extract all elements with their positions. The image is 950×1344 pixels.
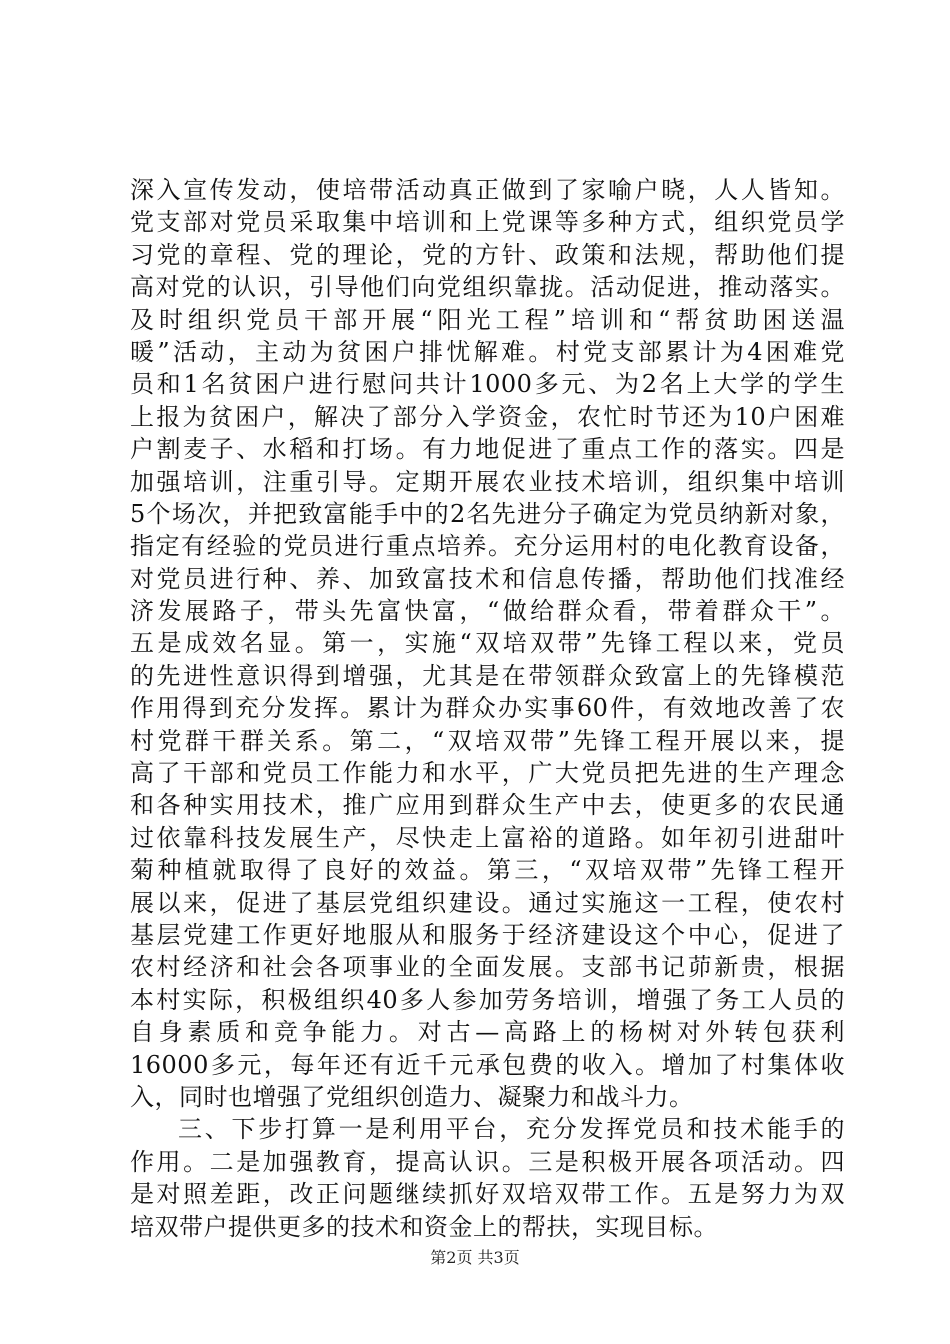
text-line: 16000多元，每年还有近千元承包费的收入。增加了村集体收 [130, 1050, 845, 1079]
text-line: 济发展路子，带头先富快富，“做给群众看，带着群众干”。 [130, 597, 845, 626]
text-line: 暖”活动，主动为贫困户排忧解难。村党支部累计为4困难党 [130, 337, 845, 366]
text-line: 党支部对党员采取集中培训和上党课等多种方式，组织党员学 [130, 208, 845, 237]
text-line: 本村实际，积极组织40多人参加劳务培训，增强了务工人员的 [130, 985, 845, 1014]
text-line: 基层党建工作更好地服从和服务于经济建设这个中心，促进了 [130, 920, 845, 949]
text-line: 自身素质和竞争能力。对古—高路上的杨树对外转包获利 [130, 1018, 845, 1047]
text-line: 三、下步打算一是利用平台，充分发挥党员和技术能手的 [178, 1115, 845, 1144]
text-line: 上报为贫困户，解决了部分入学资金，农忙时节还为10户困难 [130, 402, 845, 431]
text-line: 和各种实用技术，推广应用到群众生产中去，使更多的农民通 [130, 791, 845, 820]
text-line: 是对照差距，改正问题继续抓好双培双带工作。五是努力为双 [130, 1180, 845, 1209]
text-line: 对党员进行种、养、加致富技术和信息传播，帮助他们找准经 [130, 564, 845, 593]
text-line: 指定有经验的党员进行重点培养。充分运用村的电化教育设备， [130, 532, 845, 561]
text-line: 习党的章程、党的理论，党的方针、政策和法规，帮助他们提 [130, 240, 845, 269]
text-line: 村党群干群关系。第二，“双培双带”先锋工程开展以来，提 [130, 726, 845, 755]
text-line: 及时组织党员干部开展“阳光工程”培训和“帮贫助困送温 [130, 305, 845, 334]
text-line: 培双带户提供更多的技术和资金上的帮扶，实现目标。 [130, 1212, 718, 1241]
text-line: 展以来，促进了基层党组织建设。通过实施这一工程，使农村 [130, 888, 845, 917]
text-line: 加强培训，注重引导。定期开展农业技术培训，组织集中培训 [130, 467, 845, 496]
text-line: 菊种植就取得了良好的效益。第三，“双培双带”先锋工程开 [130, 856, 845, 885]
text-line: 员和1名贫困户进行慰问共计1000多元、为2名上大学的学生 [130, 370, 845, 399]
text-line: 农村经济和社会各项事业的全面发展。支部书记茆新贵，根据 [130, 953, 845, 982]
page-number-footer: 第2页 共3页 [430, 1248, 520, 1267]
text-line: 深入宣传发动，使培带活动真正做到了家喻户晓，人人皆知。 [130, 176, 845, 204]
text-line: 的先进性意识得到增强，尤其是在带领群众致富上的先锋模范 [130, 661, 845, 690]
body-text [130, 174, 845, 1243]
text-line: 作用。二是加强教育，提高认识。三是积极开展各项活动。四 [130, 1147, 845, 1176]
text-line: 户割麦子、水稻和打场。有力地促进了重点工作的落实。四是 [130, 435, 845, 464]
text-line: 五是成效名显。第一，实施“双培双带”先锋工程以来，党员 [130, 629, 845, 658]
text-line: 高对党的认识，引导他们向党组织靠拢。活动促进，推动落实。 [130, 273, 845, 302]
text-line: 高了干部和党员工作能力和水平，广大党员把先进的生产理念 [130, 759, 845, 788]
text-line: 5个场次，并把致富能手中的2名先进分子确定为党员纳新对象， [130, 499, 845, 528]
text-line: 入，同时也增强了党组织创造力、凝聚力和战斗力。 [130, 1082, 694, 1111]
text-line: 过依靠科技发展生产，尽快走上富裕的道路。如年初引进甜叶 [130, 823, 845, 852]
text-line: 作用得到充分发挥。累计为群众办实事60件，有效地改善了农 [130, 694, 845, 723]
